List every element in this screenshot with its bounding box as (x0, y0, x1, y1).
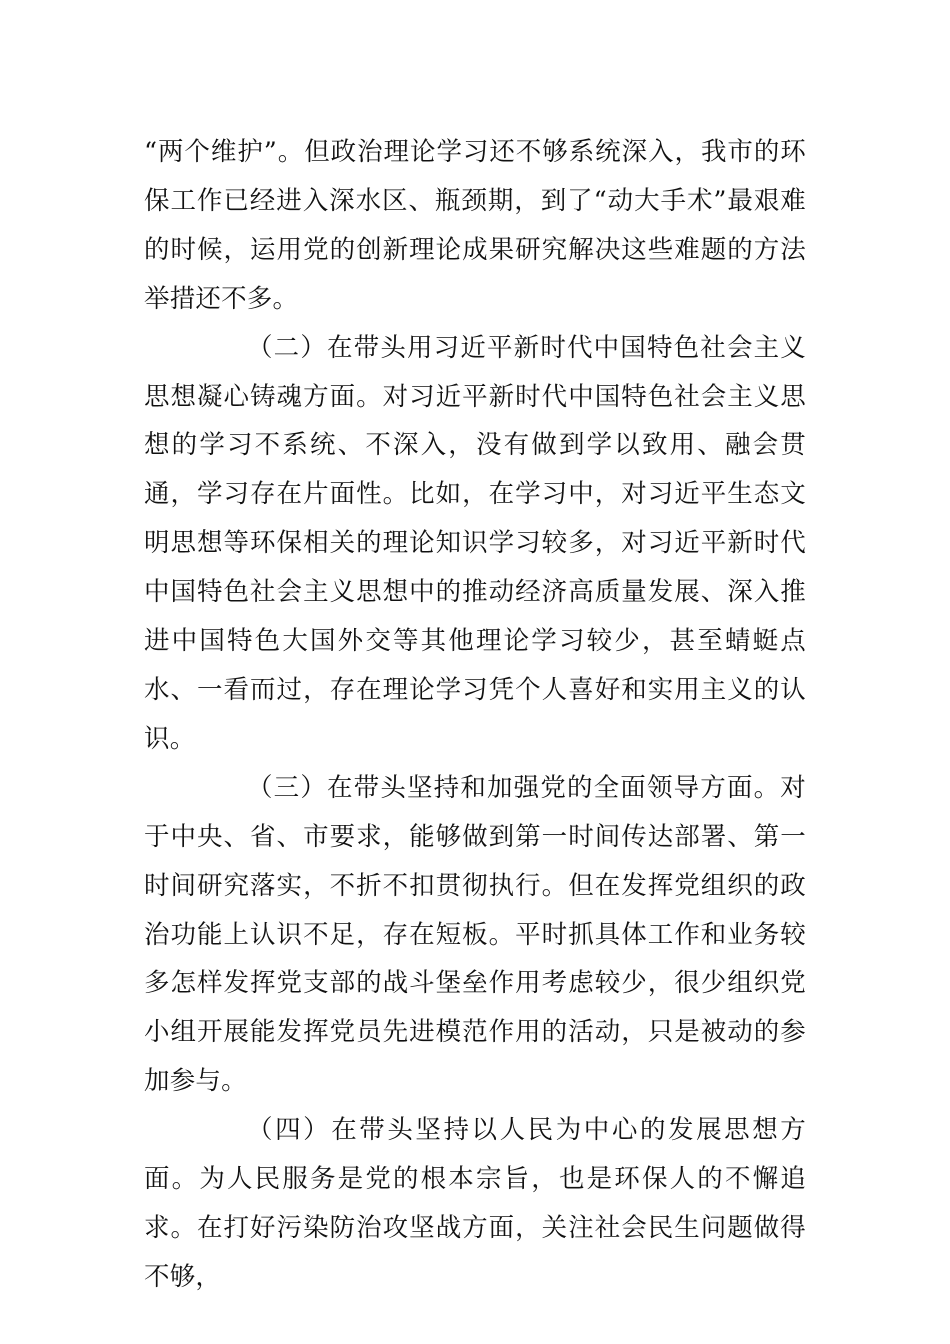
paragraph-3-section-three: （三）在带头坚持和加强党的全面领导方面。对于中央、省、市要求，能够做到第一时间传达部署、第一时间研究落实，不折不扣贯彻执行。但在发挥党组织的政治功能上认识不足，存在短板。平时抓具体工作和业务较多怎样发挥党支部的战斗堡垒作用考虑较少，很少组织党小组开展能发挥党员先进模范作用的活动，只是被动的参加参与。 (144, 772, 806, 1097)
paragraph-1-continuation: “两个维护”。但政治理论学习还不够系统深入，我市的环保工作已经进入深水区、瓶颈期，到了“动大手术”最艰难的时候，运用党的创新理论成果研究解决这些难题的方法举措还不多。 (144, 137, 806, 314)
paragraph-4-section-four: （四）在带头坚持以人民为中心的发展思想方面。为人民服务是党的根本宗旨，也是环保人的不懈追求。在打好污染防治攻坚战方面，关注社会民生问题做得不够， (144, 1115, 806, 1292)
document-body (144, 128, 806, 1302)
paragraph-2-section-two: （二）在带头用习近平新时代中国特色社会主义思想凝心铸魂方面。对习近平新时代中国特色社会主义思想的学习不系统、不深入，没有做到学以致用、融会贯通，学习存在片面性。比如，在学习中，对习近平生态文明思想等环保相关的理论知识学习较多，对习近平新时代中国特色社会主义思想中的推动经济高质量发展、深入推进中国特色大国外交等其他理论学习较少，甚至蜻蜓点水、一看而过，存在理论学习凭个人喜好和实用主义的认识。 (144, 332, 806, 754)
